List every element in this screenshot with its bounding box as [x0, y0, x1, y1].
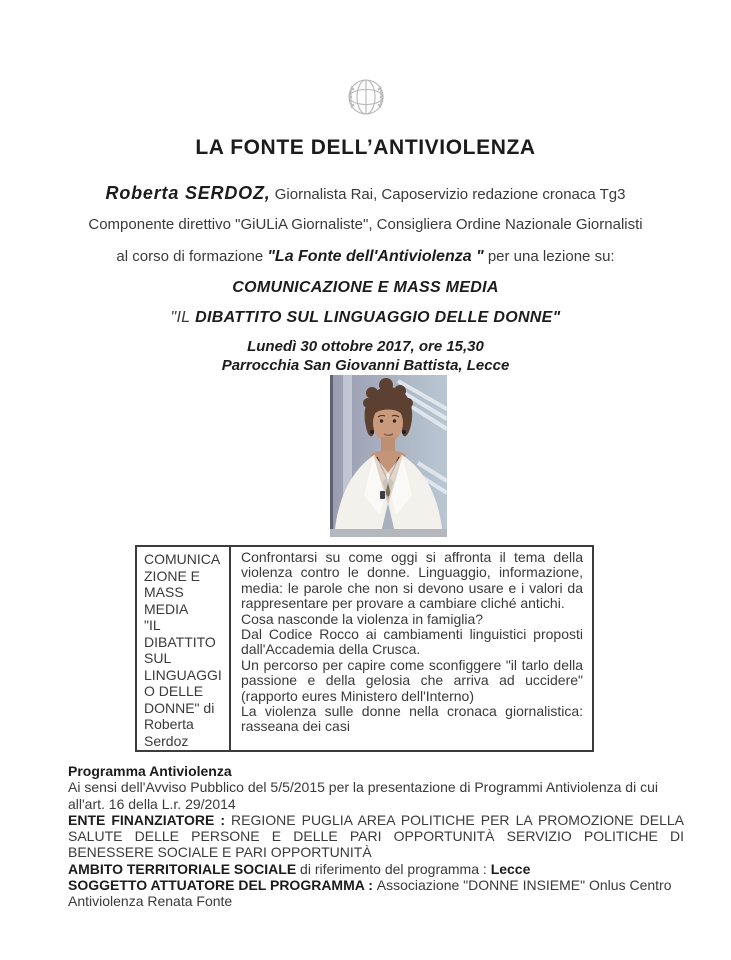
implementing-body-line: [68, 877, 684, 910]
course-prefix: al corso di formazione: [116, 248, 268, 265]
event-location: Parrocchia San Giovanni Battista, Lecce: [221, 357, 510, 374]
program-intro: Ai sensi dell'Avviso Pubblico del 5/5/2015 per la presentazione di Programmi Antiviolenza di cui all'art. 16 della L.r. 29/2014: [68, 779, 658, 812]
topic-2-text: DIBATTITO SUL LINGUAGGIO DELLE DONNE": [190, 309, 561, 326]
topic-2: [0, 309, 731, 327]
table-topic-line: O DELLE: [144, 683, 204, 699]
implementing-body-value: Associazione "DONNE INSIEME" Onlus Centro Antiviolenza Renata Fonte: [68, 877, 672, 910]
speaker-affiliation: Componente direttivo "GiULiA Giornaliste", Consigliera Ordine Nazionale Giornalisti: [88, 216, 643, 233]
portrait-image: [330, 375, 447, 537]
table-description-cell: [231, 547, 592, 750]
logo-container: [0, 76, 731, 118]
session-table: [135, 545, 594, 752]
table-topic-line: "IL: [144, 617, 161, 633]
territorial-scope-mid: di riferimento del programma :: [296, 860, 491, 877]
speaker-role: Giornalista Rai, Caposervizio redazione cronaca Tg3: [270, 186, 626, 203]
table-topic-line: MEDIA: [144, 600, 189, 617]
funding-entity-value: REGIONE PUGLIA AREA POLITICHE PER LA PROMOZIONE DELLA SALUTE DELLE PERSONE E DELLE PARI OPPORTUNITÀ SERVIZIO POLITICHE DI BENESSERE SOCIALE E PARI OPPORTUNITÀ: [68, 811, 684, 861]
description-paragraph: Confrontarsi su come oggi si affronta il tema della violenza contro le donne. Linguaggio, informazione, media: le parole che non si devono usare e i valori da rappresentare per provare a cambiare cliché antichi.: [241, 549, 583, 612]
table-topic-line: Roberta: [144, 716, 194, 732]
program-info: [68, 763, 684, 910]
implementing-body-label: SOGGETTO ATTUATORE DEL PROGRAMMA :: [68, 877, 377, 894]
ornate-globe-icon: [343, 76, 389, 118]
description-paragraph: Dal Codice Rocco ai cambiamenti linguistici proposti dall'Accademia della Crusca.: [241, 626, 583, 658]
speaker-name: Roberta SERDOZ,: [105, 183, 271, 203]
table-topic-line: LINGUAGGI: [144, 666, 222, 683]
funding-entity-line: [68, 812, 684, 861]
table-topic-line: SUL: [144, 650, 172, 666]
territorial-scope-line: [68, 861, 684, 877]
program-heading: Programma Antiviolenza: [68, 763, 232, 779]
event-datetime: Lunedì 30 ottobre 2017, ore 15,30: [247, 338, 484, 355]
description-paragraph: La violenza sulle donne nella cronaca giornalistica: rasseana dei casi: [241, 703, 583, 735]
table-topic-line: DONNE" di: [144, 699, 215, 716]
funding-entity-label: ENTE FINANZIATORE :: [68, 811, 232, 828]
description-paragraph: Un percorso per capire come sconfiggere "il tarlo della passione e della gelosia che arriva ad uccidere" (rapporto eures Ministero dell'Interno): [241, 656, 583, 704]
table-topic-cell: [137, 547, 231, 750]
speaker-photo: [330, 375, 447, 537]
topic-1: COMUNICAZIONE E MASS MEDIA: [232, 279, 499, 296]
description-paragraph: Cosa nasconde la violenza in famiglia?: [241, 610, 484, 627]
table-topic-line: MASS: [144, 584, 184, 600]
table-topic-line: ZIONE E: [144, 567, 201, 584]
table-topic-line: Serdoz: [144, 732, 189, 749]
table-topic-line: DIBATTITO: [144, 633, 216, 650]
course-suffix: per una lezione su:: [483, 248, 615, 265]
page-title: LA FONTE DELL’ANTIVIOLENZA: [195, 136, 536, 159]
course-line: [0, 248, 731, 266]
topic-2-open-quote: "IL: [170, 309, 191, 326]
table-topic-line: COMUNICA: [144, 551, 221, 567]
territorial-scope-value: Lecce: [490, 860, 531, 877]
territorial-scope-label: AMBITO TERRITORIALE SOCIALE: [68, 860, 297, 877]
speaker-line: [0, 183, 731, 204]
course-name: "La Fonte dell'Antiviolenza ": [267, 248, 484, 265]
